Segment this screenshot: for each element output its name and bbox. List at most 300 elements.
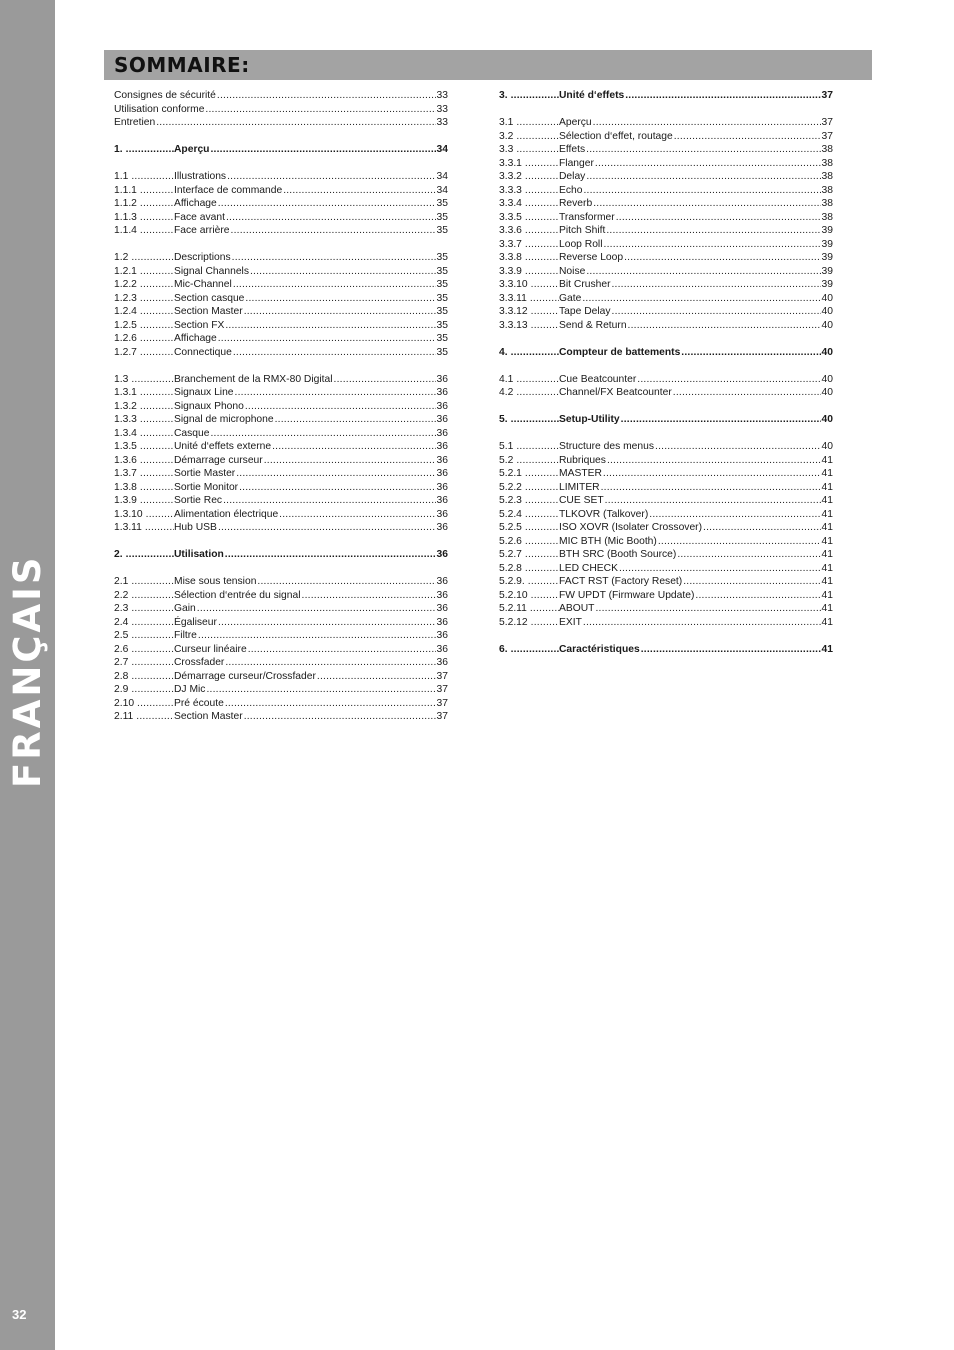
toc-entry-title: Unité d‘effets (559, 90, 625, 101)
toc-entry[interactable] (499, 251, 833, 265)
toc-entry-number (114, 508, 174, 522)
toc-entry-number-text: 2.7 (114, 657, 129, 668)
toc-entry-title: Démarrage curseur (174, 454, 263, 466)
toc-entry[interactable] (114, 278, 448, 292)
dot-leader (140, 454, 174, 468)
toc-entry-page: 36 (436, 508, 448, 520)
toc-entry-page: 36 (436, 643, 448, 655)
dot-leader (619, 562, 821, 576)
toc-entry-page: 35 (436, 333, 448, 344)
toc-entry[interactable] (114, 508, 448, 522)
toc-entry[interactable] (114, 184, 448, 198)
toc-entry[interactable] (499, 184, 833, 198)
dot-leader (593, 116, 821, 130)
dot-leader (607, 454, 821, 468)
toc-entry-page: 36 (436, 468, 448, 479)
toc-entry[interactable] (114, 656, 448, 670)
toc-entry[interactable] (114, 467, 448, 481)
dot-leader (210, 143, 435, 157)
toc-entry-number-text: 1.3.5 (114, 441, 137, 452)
toc-entry[interactable] (114, 629, 448, 643)
toc-entry[interactable] (114, 616, 448, 630)
toc-entry-title: EXIT (559, 616, 582, 628)
page-title: SOMMAIRE: (114, 53, 250, 77)
toc-entry[interactable] (114, 332, 448, 346)
toc-entry-number (114, 656, 174, 670)
toc-entry[interactable] (499, 278, 833, 292)
toc-entry-page: 41 (821, 616, 833, 628)
toc-entry-number (114, 683, 174, 697)
toc-entry-number-text: 5.2.12 (499, 616, 528, 628)
dot-leader (601, 481, 821, 495)
toc-entry-title: Interface de commande (174, 184, 283, 196)
toc-entry-number-text: 5. (499, 414, 508, 425)
toc-entry[interactable] (114, 440, 448, 454)
dot-leader (275, 413, 436, 427)
toc-entry-title: Égaliseur (174, 616, 217, 628)
dot-leader (525, 508, 559, 522)
toc-entry[interactable] (499, 116, 833, 130)
toc-entry-number-text: 1.1.2 (114, 198, 137, 209)
toc-entry-number (114, 602, 174, 616)
toc-entry[interactable] (499, 130, 833, 144)
toc-entry-title: Curseur linéaire (174, 643, 247, 655)
toc-entry-number-text: 1.3.8 (114, 481, 137, 493)
dot-leader (140, 400, 174, 414)
toc-entry[interactable] (114, 319, 448, 333)
dot-leader (511, 643, 559, 657)
toc-entry-page: 41 (821, 643, 833, 655)
toc-entry-number-text: 3.3 (499, 144, 514, 155)
toc-entry-page: 37 (436, 684, 448, 695)
toc-entry-page: 41 (821, 535, 833, 547)
toc-entry-number-text: 1.1.4 (114, 225, 137, 236)
toc-entry-page: 39 (821, 279, 833, 290)
toc-entry-number (499, 265, 559, 279)
toc-entry-number-text: 1.2.3 (114, 292, 137, 304)
toc-entry-page: 41 (821, 495, 833, 506)
toc-entry-number (114, 184, 174, 198)
toc-entry-title: Hub USB (174, 522, 217, 533)
toc-entry[interactable] (114, 373, 448, 387)
toc-entry-number (499, 535, 559, 549)
header-bar (104, 50, 872, 80)
toc-entry-title: Descriptions (174, 252, 231, 263)
dot-leader (140, 494, 174, 508)
toc-entry-title: Sortie Monitor (174, 481, 239, 493)
dot-leader (198, 629, 436, 643)
dot-leader (628, 319, 821, 333)
toc-entry-page: 39 (821, 265, 833, 277)
toc-entry-page: 35 (436, 292, 448, 304)
toc-entry-number-text: 5.2.8 (499, 562, 522, 574)
dot-leader (531, 278, 559, 292)
toc-entry[interactable] (499, 143, 833, 157)
dot-leader (140, 386, 174, 400)
toc-entry-page: 41 (821, 562, 833, 574)
toc-entry-title: Affichage (174, 333, 217, 344)
dot-leader (583, 184, 820, 198)
dot-leader (140, 265, 174, 279)
toc-chapter[interactable] (499, 346, 833, 360)
toc-entry-number (114, 143, 174, 157)
toc-entry-page: 34 (436, 171, 448, 182)
toc-entry-number (499, 170, 559, 184)
toc-entry-page: 36 (436, 616, 448, 628)
dot-leader (649, 508, 820, 522)
dot-leader (131, 629, 174, 643)
toc-entry-page: 35 (436, 346, 448, 358)
toc-entry[interactable] (114, 89, 448, 103)
dot-leader (131, 670, 174, 684)
toc-entry[interactable] (114, 602, 448, 616)
toc-entry-number-text: 3.3.9 (499, 265, 522, 277)
toc-entry[interactable] (114, 575, 448, 589)
toc-entry-page: 33 (436, 117, 448, 128)
toc-entry-number (114, 589, 174, 603)
toc-entry-number-text: 1.3.3 (114, 414, 137, 425)
toc-entry-number-text: 5.2.10 (499, 589, 528, 601)
toc-entry-number-text: 2.3 (114, 603, 129, 614)
dot-leader (131, 656, 174, 670)
dot-leader (244, 305, 436, 319)
dot-leader (140, 292, 174, 306)
toc-chapter[interactable] (499, 643, 833, 657)
toc-entry[interactable] (114, 386, 448, 400)
dot-leader (140, 481, 174, 495)
toc-entry[interactable] (499, 197, 833, 211)
dot-leader (227, 170, 435, 184)
toc-entry-title: Connectique (174, 346, 232, 358)
toc-entry-page: 38 (821, 198, 833, 209)
toc-chapter[interactable] (499, 89, 833, 103)
dot-leader (674, 130, 821, 144)
toc-entry[interactable] (499, 157, 833, 171)
toc-entry-page: 40 (821, 441, 833, 452)
toc-spacer (499, 359, 833, 373)
toc-entry-number (114, 386, 174, 400)
toc-entry-number (114, 481, 174, 495)
toc-entry-title: Signaux Phono (174, 400, 244, 412)
toc-entry-title: Caractéristiques (559, 643, 640, 655)
toc-entry-page: 40 (821, 292, 833, 304)
toc-entry[interactable] (499, 238, 833, 252)
dot-leader (681, 346, 820, 360)
toc-entry-title: Gain (174, 603, 196, 614)
toc-entry[interactable] (114, 589, 448, 603)
dot-leader (245, 400, 436, 414)
toc-entry-number (114, 278, 174, 292)
toc-entry[interactable] (499, 548, 833, 562)
toc-entry-number-text: 5.2.3 (499, 495, 522, 506)
toc-entry-title: Signal de microphone (174, 414, 274, 425)
dot-leader (511, 346, 559, 360)
toc-entry-number (499, 224, 559, 238)
dot-leader (225, 697, 436, 711)
toc-entry-number-text: 3.3.11 (499, 292, 527, 304)
dot-leader (244, 710, 436, 724)
toc-entry[interactable] (499, 305, 833, 319)
toc-entry[interactable] (114, 710, 448, 724)
toc-entry-number (114, 413, 174, 427)
toc-entry[interactable] (114, 521, 448, 535)
dot-leader (223, 494, 435, 508)
toc-entry-number-text: 1.1 (114, 171, 129, 182)
toc-entry-number (114, 265, 174, 279)
toc-entry[interactable] (499, 292, 833, 306)
toc-entry[interactable] (114, 427, 448, 441)
toc-entry[interactable] (114, 494, 448, 508)
toc-entry-title: Reverb (559, 198, 593, 209)
toc-entry-number-text: 1.2.4 (114, 306, 137, 317)
toc-entry-title: Cue Beatcounter (559, 373, 637, 385)
toc-entry-number-text: 4.1 (499, 373, 514, 385)
dot-leader (604, 238, 821, 252)
toc-entry[interactable] (114, 251, 448, 265)
toc-entry-number (114, 170, 174, 184)
dot-leader (525, 197, 559, 211)
toc-entry[interactable] (114, 265, 448, 279)
toc-entry[interactable] (499, 494, 833, 508)
dot-leader (136, 710, 174, 724)
toc-entry-title: Transformer (559, 211, 615, 223)
dot-leader (525, 535, 559, 549)
toc-entry[interactable] (499, 589, 833, 603)
toc-entry[interactable] (499, 265, 833, 279)
toc-entry-number (114, 346, 174, 360)
dot-leader (595, 157, 821, 171)
toc-entry[interactable] (499, 521, 833, 535)
toc-entry[interactable] (114, 116, 448, 130)
toc-entry-title: FW UPDT (Firmware Update) (559, 589, 695, 601)
toc-entry-title: Signal Channels (174, 265, 249, 277)
toc-spacer (114, 238, 448, 252)
toc-entry-page: 40 (821, 387, 833, 398)
toc-entry-title: Face avant (174, 211, 225, 223)
dot-leader (218, 616, 436, 630)
dot-leader (516, 143, 559, 157)
dot-leader (531, 616, 559, 630)
toc-entry-title: BTH SRC (Booth Source) (559, 549, 677, 560)
toc-entry[interactable] (499, 224, 833, 238)
dot-leader (239, 481, 435, 495)
dot-leader (593, 197, 820, 211)
dot-leader (525, 521, 559, 535)
toc-entry[interactable] (499, 319, 833, 333)
toc-entry-number-text: 1.3.4 (114, 427, 137, 439)
toc-entry-number-text: 3.3.1 (499, 157, 522, 169)
toc-entry-number (499, 346, 559, 360)
toc-entry-title: Sélection d‘effet, routage (559, 130, 673, 142)
toc-entry-number (114, 616, 174, 630)
dot-leader (695, 589, 820, 603)
toc-entry-page: 37 (821, 90, 833, 101)
dot-leader (140, 278, 174, 292)
toc-entry[interactable] (114, 697, 448, 711)
toc-entry[interactable] (499, 211, 833, 225)
toc-entry[interactable] (114, 481, 448, 495)
dot-leader (140, 440, 174, 454)
toc-entry-number (499, 278, 559, 292)
toc-entry[interactable] (114, 305, 448, 319)
dot-leader (126, 548, 174, 562)
toc-entry-number (499, 494, 559, 508)
toc-entry-number-text: 1.3.6 (114, 454, 137, 466)
toc-entry-title: Compteur de battements (559, 346, 681, 358)
toc-entry-title: Casque (174, 427, 210, 439)
dot-leader (140, 211, 174, 225)
toc-entry-page: 35 (436, 306, 448, 317)
toc-entry[interactable] (114, 643, 448, 657)
toc-chapter[interactable] (114, 143, 448, 157)
dot-leader (641, 643, 821, 657)
toc-entry[interactable] (114, 400, 448, 414)
toc-entry-page: 39 (821, 225, 833, 236)
toc-entry-number-text: 1.2.1 (114, 265, 137, 277)
toc-entry[interactable] (114, 197, 448, 211)
dot-leader (131, 643, 174, 657)
toc-entry-title: Section Master (174, 711, 243, 722)
dot-leader (525, 184, 559, 198)
toc-entry[interactable] (499, 602, 833, 616)
toc-entry-page: 36 (436, 495, 448, 506)
toc-entry-number (114, 305, 174, 319)
toc-entry[interactable] (499, 440, 833, 454)
dot-leader (225, 656, 435, 670)
toc-entry-number (499, 130, 559, 144)
toc-entry-number-text: 3.3.4 (499, 198, 522, 209)
dot-leader (612, 305, 821, 319)
toc-spacer (114, 562, 448, 576)
toc-spacer (114, 535, 448, 549)
toc-entry-number-text: 5.2.4 (499, 508, 522, 520)
toc-entry-number-text: 5.2.7 (499, 549, 522, 560)
toc-entry-title: Sortie Rec (174, 495, 223, 506)
toc-entry[interactable] (114, 211, 448, 225)
toc-column-left (114, 89, 448, 724)
dot-leader (131, 373, 174, 387)
dot-leader (140, 197, 174, 211)
toc-entry[interactable] (114, 170, 448, 184)
dot-leader (525, 548, 559, 562)
toc-entry-number-text: 1.2 (114, 252, 129, 263)
toc-entry-number (114, 292, 174, 306)
toc-entry-number-text: 1.2.5 (114, 319, 137, 331)
toc-entry-title: Aperçu (559, 117, 592, 128)
toc-entry[interactable] (114, 683, 448, 697)
toc-entry[interactable] (499, 562, 833, 576)
toc-entry[interactable] (499, 481, 833, 495)
toc-entry-page: 36 (436, 481, 448, 493)
toc-entry-page: 39 (821, 238, 833, 250)
dot-leader (525, 481, 559, 495)
toc-entry-title: LIMITER (559, 481, 600, 493)
toc-entry[interactable] (114, 670, 448, 684)
toc-entry-title: Branchement de la RMX-80 Digital (174, 373, 333, 385)
toc-entry-page: 41 (821, 522, 833, 533)
toc-entry-number (499, 373, 559, 387)
toc-entry-title: Sortie Master (174, 468, 236, 479)
toc-entry-number (499, 643, 559, 657)
toc-entry[interactable] (114, 346, 448, 360)
toc-entry-number-text: 2. (114, 549, 123, 560)
toc-entry-page: 37 (436, 697, 448, 709)
toc-entry-number-text: 1. (114, 144, 123, 155)
toc-entry-page: 36 (436, 630, 448, 641)
toc-entry-number (499, 602, 559, 616)
toc-entry-title: Affichage (174, 198, 217, 209)
toc-entry-title: MIC BTH (Mic Booth) (559, 535, 657, 547)
toc-entry[interactable] (114, 413, 448, 427)
toc-entry-number (499, 616, 559, 630)
dot-leader (218, 521, 436, 535)
dot-leader (334, 373, 436, 387)
toc-entry[interactable] (499, 386, 833, 400)
toc-chapter[interactable] (114, 548, 448, 562)
toc-entry-page: 41 (821, 603, 833, 614)
toc-entry-page: 35 (436, 225, 448, 236)
toc-entry-number (114, 427, 174, 441)
toc-entry-title: Effets (559, 144, 586, 155)
toc-entry-number-text: 1.3.10 (114, 508, 143, 520)
toc-entry[interactable] (499, 575, 833, 589)
toc-spacer (114, 157, 448, 171)
toc-entry[interactable] (499, 508, 833, 522)
toc-entry[interactable] (499, 535, 833, 549)
dot-leader (248, 643, 436, 657)
toc-entry-number (114, 440, 174, 454)
toc-entry-title: Pitch Shift (559, 225, 606, 236)
toc-entry-title: FACT RST (Factory Reset) (559, 576, 683, 587)
dot-leader (226, 211, 436, 225)
toc-chapter[interactable] (499, 413, 833, 427)
dot-leader (516, 386, 559, 400)
toc-entry[interactable] (114, 103, 448, 117)
dot-leader (236, 467, 435, 481)
toc-entry-page: 40 (821, 306, 833, 317)
dot-leader (140, 413, 174, 427)
toc-entry-page: 39 (821, 252, 833, 263)
dot-leader (264, 454, 436, 468)
toc-entry-number-text: 1.3.7 (114, 468, 137, 479)
toc-entry-page: 37 (821, 130, 833, 142)
toc-entry[interactable] (114, 224, 448, 238)
dot-leader (624, 251, 820, 265)
toc-entry[interactable] (499, 170, 833, 184)
toc-entry[interactable] (499, 454, 833, 468)
toc-entry-title: ISO XOVR (Isolater Crossover) (559, 522, 703, 533)
toc-entry[interactable] (114, 292, 448, 306)
toc-entry-page: 40 (821, 414, 833, 425)
toc-entry-number (499, 575, 559, 589)
page-number: 32 (12, 1307, 27, 1322)
dot-leader (525, 251, 559, 265)
toc-entry[interactable] (499, 616, 833, 630)
toc-entry-title: Mic-Channel (174, 279, 232, 290)
toc-entry-number (114, 400, 174, 414)
toc-entry-title: Rubriques (559, 454, 606, 466)
toc-entry[interactable] (499, 467, 833, 481)
toc-entry-page: 40 (821, 319, 833, 331)
toc-spacer (499, 629, 833, 643)
toc-entry-number-text: 2.11 (114, 711, 134, 722)
toc-entry[interactable] (114, 454, 448, 468)
toc-entry-page: 35 (436, 279, 448, 290)
toc-entry[interactable] (499, 373, 833, 387)
toc-entry-number-text: 2.5 (114, 630, 129, 641)
dot-leader (673, 386, 821, 400)
toc-entry-title: ABOUT (559, 603, 595, 614)
